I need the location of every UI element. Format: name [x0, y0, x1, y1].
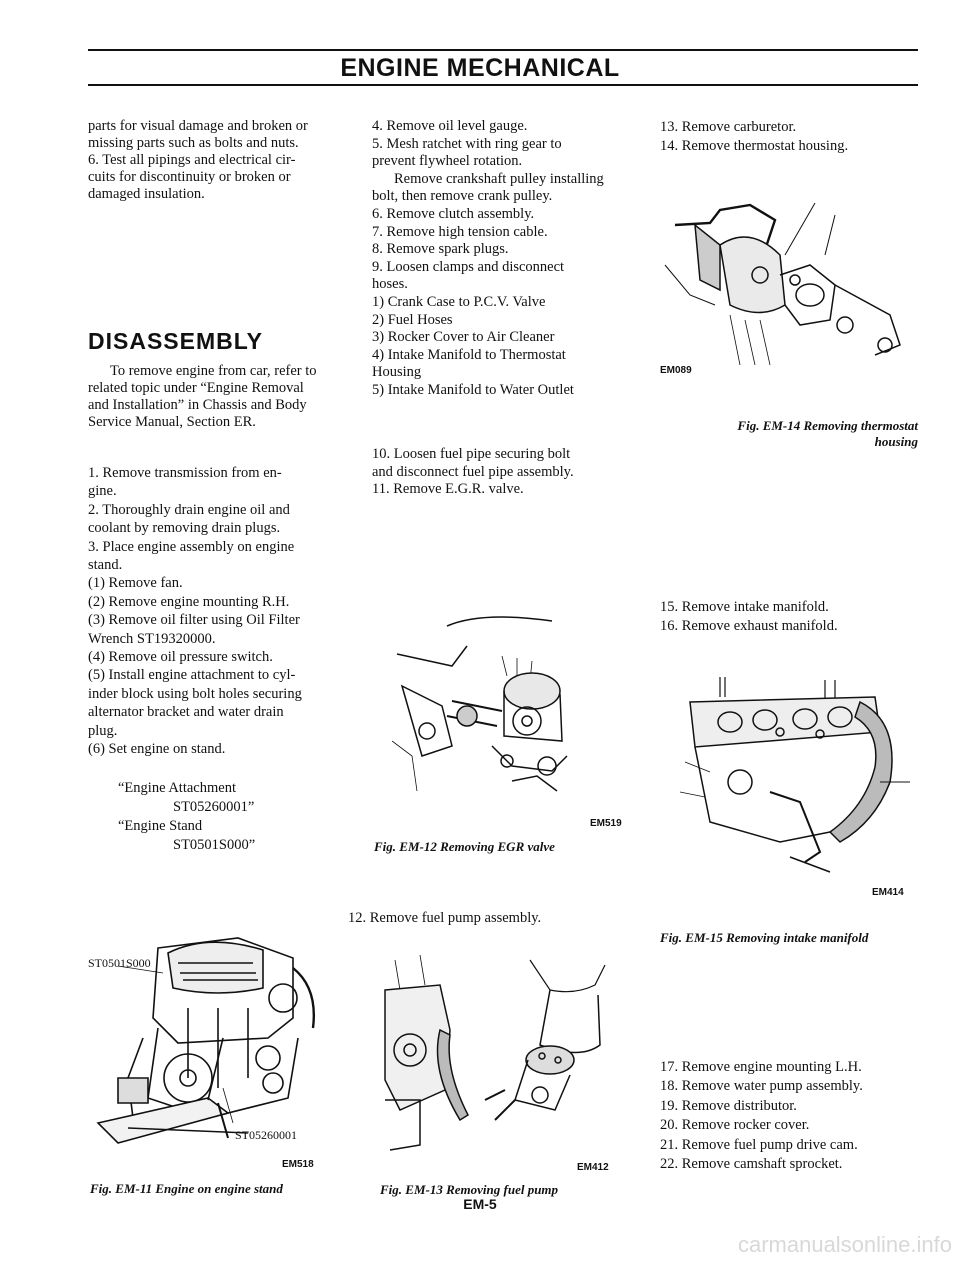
step-line: 18. Remove water pump assembly. — [660, 1078, 863, 1095]
step-line: (4) Remove oil pressure switch. — [88, 649, 273, 666]
page-number: EM-5 — [463, 1196, 497, 1212]
step-line: (5) Install engine attachment to cyl- — [88, 667, 296, 684]
right-steps-c — [660, 1058, 918, 1174]
watermark: carmanualsonline.info — [737, 1232, 952, 1257]
figure-code: EM518 — [282, 1159, 314, 1170]
step-line: 6. Remove clutch assembly. — [372, 205, 535, 222]
section-title-disassembly: DISASSEMBLY — [88, 328, 264, 354]
step-line: and disconnect fuel pipe assembly. — [372, 463, 574, 480]
step-line: (1) Remove fan. — [88, 575, 183, 592]
tool-list — [118, 779, 338, 855]
left-steps — [88, 464, 338, 759]
step-line: 20. Remove rocker cover. — [660, 1117, 810, 1134]
step-line: 3. Place engine assembly on engine — [88, 538, 295, 555]
text-line: To remove engine from car, refer to — [110, 363, 317, 379]
step-line: 21. Remove fuel pump drive cam. — [660, 1136, 858, 1153]
figure-caption: Fig. EM-15 Removing intake manifold — [660, 930, 869, 945]
step-line: 14. Remove thermostat housing. — [660, 138, 849, 154]
step-line: 9. Loosen clamps and disconnect — [372, 258, 565, 275]
step-line: Housing — [372, 364, 422, 381]
step-line: 5) Intake Manifold to Water Outlet — [372, 381, 574, 398]
step-line: 8. Remove spark plugs. — [372, 241, 509, 258]
text-line: Service Manual, Section ER. — [88, 414, 256, 430]
step-line: alternator bracket and water drain — [88, 704, 284, 721]
step-line: (6) Set engine on stand. — [88, 741, 226, 758]
step-line: 4) Intake Manifold to Thermostat — [372, 346, 566, 363]
figure-caption: Fig. EM-12 Removing EGR valve — [374, 839, 555, 854]
text-line: cuits for discontinuity or broken or — [88, 169, 291, 185]
step-line: bolt, then remove crank pulley. — [372, 188, 553, 205]
step-line: 11. Remove E.G.R. valve. — [372, 481, 524, 498]
figure-code: EM412 — [577, 1162, 609, 1173]
figure-fuel-pump — [380, 950, 620, 1160]
tool-line: ST0501S000” — [173, 837, 256, 853]
section-intro-text — [88, 363, 338, 431]
tool-line: “Engine Attachment — [118, 780, 236, 796]
middle-steps — [372, 118, 630, 400]
middle-steps-2 — [372, 446, 630, 499]
step-line: (2) Remove engine mounting R.H. — [88, 593, 290, 610]
step-line: 10. Loosen fuel pipe securing bolt — [372, 446, 571, 462]
figure-engine-on-stand — [88, 928, 338, 1150]
figure-intake-manifold — [680, 672, 920, 882]
step-line: plug. — [88, 722, 118, 739]
egr-valve-illustration — [392, 606, 602, 806]
step-line: 5. Mesh ratchet with ring gear to — [372, 135, 562, 152]
step-line: hoses. — [372, 276, 408, 293]
step-line: 1) Crank Case to P.C.V. Valve — [372, 293, 546, 310]
figure-label-attachment-number: ST05260001 — [235, 1128, 298, 1142]
step-line: coolant by removing drain plugs. — [88, 520, 281, 537]
step-line: 4. Remove oil level gauge. — [372, 118, 528, 134]
text-line: related topic under “Engine Removal — [88, 380, 304, 396]
tool-line: ST05260001” — [173, 799, 255, 815]
text-line: missing parts such as bolts and nuts. — [88, 135, 299, 151]
step-line: inder block using bolt holes securing — [88, 685, 302, 702]
intake-manifold-illustration — [680, 672, 920, 882]
text-line: damaged insulation. — [88, 186, 205, 202]
step-line: 22. Remove camshaft sprocket. — [660, 1156, 843, 1173]
step-line: 15. Remove intake manifold. — [660, 599, 829, 615]
step-line: stand. — [88, 557, 123, 574]
step-line: Wrench ST19320000. — [88, 630, 216, 647]
right-steps-a — [660, 118, 918, 156]
step-line: 2. Thoroughly drain engine oil and — [88, 501, 290, 518]
thermostat-housing-illustration — [660, 195, 918, 375]
figure-code: EM519 — [590, 818, 622, 829]
figure-code: EM414 — [872, 887, 904, 898]
step-line: gine. — [88, 483, 117, 500]
figure-label-engine-stand-number: ST0501S000 — [88, 956, 151, 970]
figure-thermostat-housing — [660, 195, 918, 375]
step-line: 2) Fuel Hoses — [372, 311, 453, 328]
left-intro-text — [88, 118, 338, 203]
text-line: 6. Test all pipings and electrical cir- — [88, 152, 296, 168]
step-12: 12. Remove fuel pump assembly. — [348, 910, 542, 926]
step-line: Remove crankshaft pulley installing — [394, 170, 604, 187]
text-line: parts for visual damage and broken or — [88, 118, 308, 134]
page-header-title: ENGINE MECHANICAL — [340, 54, 620, 82]
step-line: 16. Remove exhaust manifold. — [660, 618, 838, 634]
text-line: and Installation” in Chassis and Body — [88, 397, 307, 413]
figure-caption: Fig. EM-14 Removing thermostat — [737, 418, 918, 433]
step-line: 13. Remove carburetor. — [660, 119, 797, 135]
step-line: prevent flywheel rotation. — [372, 153, 523, 170]
fuel-pump-illustration — [380, 950, 620, 1160]
figure-caption: Fig. EM-13 Removing fuel pump — [380, 1182, 559, 1197]
figure-caption-continued: housing — [874, 434, 918, 449]
step-line: 1. Remove transmission from en- — [88, 465, 282, 481]
right-steps-b — [660, 598, 918, 636]
tool-line: “Engine Stand — [118, 818, 203, 834]
step-line: 7. Remove high tension cable. — [372, 223, 548, 240]
figure-caption: Fig. EM-11 Engine on engine stand — [90, 1181, 283, 1196]
header-top-rule — [88, 49, 918, 51]
step-line: 19. Remove distributor. — [660, 1097, 797, 1114]
step-line: (3) Remove oil filter using Oil Filter — [88, 612, 300, 629]
figure-code: EM089 — [660, 365, 692, 376]
header-bottom-rule — [88, 84, 918, 86]
step-line: 17. Remove engine mounting L.H. — [660, 1059, 862, 1075]
figure-egr-valve — [392, 606, 602, 806]
step-line: 3) Rocker Cover to Air Cleaner — [372, 329, 555, 346]
